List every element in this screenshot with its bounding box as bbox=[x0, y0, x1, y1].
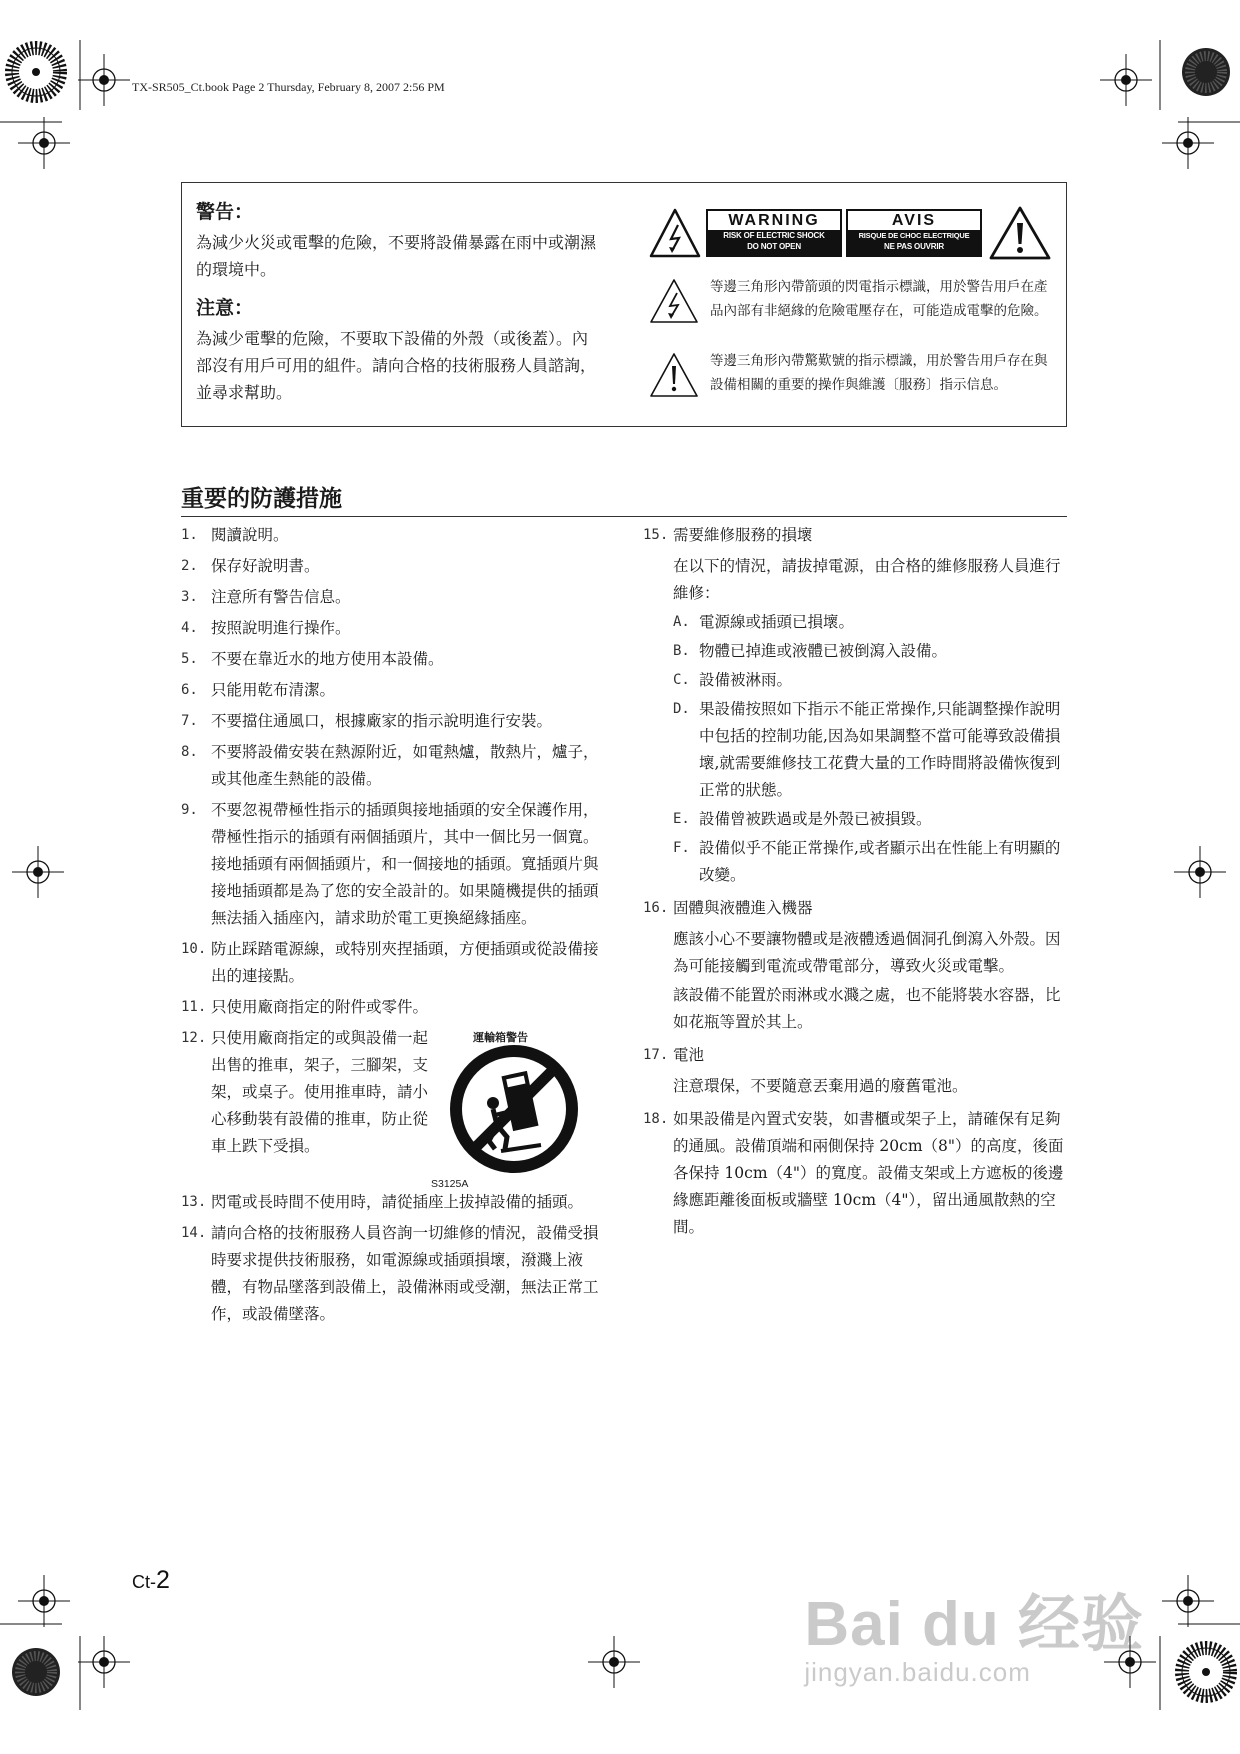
warning-sign-row bbox=[648, 205, 1058, 263]
sub-item bbox=[673, 696, 1067, 804]
sub-text: 設備被淋雨。 bbox=[699, 671, 793, 689]
warning-label-sub2: DO NOT OPEN bbox=[747, 242, 801, 251]
item-text: 不要忽視帶極性指示的插頭與接地插頭的安全保護作用，帶極性指示的插頭有兩個插頭片，其中一個比另一個寬。接地插頭有兩個插頭片，和一個接地的插頭。寬插頭片與接地插頭都是為了您的安全設計的。如果隨機提供的插頭無法插入插座內，請求助於電工更換絕緣插座。 bbox=[211, 801, 599, 927]
item-number: 13. bbox=[181, 1194, 207, 1210]
warning-label-title: WARNING bbox=[708, 211, 840, 230]
list-item-15 bbox=[643, 522, 1067, 549]
item-text: 只能用乾布清潔。 bbox=[211, 681, 336, 699]
sub-letter: B. bbox=[673, 643, 690, 659]
sub-text: 物體已掉進或液體已被倒瀉入設備。 bbox=[699, 642, 948, 660]
item-number: 5. bbox=[181, 651, 198, 667]
item-number: 14. bbox=[181, 1225, 207, 1241]
item-text: 請向合格的技術服務人員咨詢一切維修的情況，設備受損時要求提供技術服務，如電源線或插頭損壞，潑濺上液體，有物品墜落到設備上，設備淋雨或受潮，無法正常工作，或設備墜落。 bbox=[211, 1224, 599, 1323]
sub-item bbox=[673, 806, 1067, 833]
item-text: 只使用廠商指定的附件或零件。 bbox=[211, 998, 429, 1016]
item-text: 注意所有警告信息。 bbox=[211, 588, 351, 606]
item-paragraph: 注意環保，不要隨意丟棄用過的廢舊電池。 bbox=[673, 1077, 968, 1095]
list-item bbox=[181, 1189, 601, 1216]
sub-letter: E. bbox=[673, 811, 690, 827]
list-item bbox=[181, 994, 601, 1021]
baidu-watermark bbox=[804, 1574, 1144, 1688]
item-number: 8. bbox=[181, 744, 198, 760]
item-paragraph: 在以下的情況，請拔掉電源，由合格的維修服務人員進行維修： bbox=[673, 557, 1061, 602]
item-text: 閃電或長時間不使用時，請從插座上拔掉設備的插頭。 bbox=[211, 1193, 584, 1211]
list-item bbox=[181, 797, 601, 932]
item-number: 10. bbox=[181, 941, 207, 957]
cart-figure-caption: 運輸箱警告 bbox=[473, 1032, 528, 1044]
list-item bbox=[181, 708, 601, 735]
item-number: 18. bbox=[643, 1111, 669, 1127]
page-number-value: 2 bbox=[156, 1566, 170, 1594]
list-item bbox=[181, 615, 601, 642]
item-number: 11. bbox=[181, 999, 207, 1015]
item-text: 不要在靠近水的地方使用本設備。 bbox=[211, 650, 444, 668]
item-number: 9. bbox=[181, 802, 198, 818]
list-item bbox=[181, 936, 601, 990]
avis-label-sub2: NE PAS OUVRIR bbox=[884, 242, 944, 251]
item-number: 2. bbox=[181, 558, 198, 574]
cart-figure-code: S3125A bbox=[431, 1178, 469, 1190]
item-number: 17. bbox=[643, 1047, 669, 1063]
list-item bbox=[181, 677, 601, 704]
avis-label-sub1: RISQUE DE CHOC ELECTRIQUE bbox=[858, 231, 970, 240]
item-number: 15. bbox=[643, 527, 669, 543]
lightning-explanation-text: 等邊三角形內帶箭頭的閃電指示標識，用於警告用戶在產品內部有非絕緣的危險電壓存在，可能造成電擊的危險。 bbox=[710, 279, 1048, 319]
sub-item bbox=[673, 638, 1067, 665]
list-item-cart bbox=[181, 1025, 601, 1190]
lightning-triangle-icon bbox=[648, 207, 702, 259]
left-column bbox=[181, 522, 601, 1332]
caution-heading: 注意： bbox=[196, 297, 254, 319]
item-text: 不要擋住通風口，根據廠家的指示說明進行安裝。 bbox=[211, 712, 553, 730]
sub-letter: D. bbox=[673, 701, 690, 717]
sub-text: 電源線或插頭已損壞。 bbox=[699, 613, 855, 631]
warning-text-column bbox=[196, 199, 596, 418]
list-item bbox=[181, 1220, 601, 1328]
item-text: 只使用廠商指定的或與設備一起出售的推車，架子，三腳架，支架，或桌子。使用推車時，請小心移動裝有設備的推車，防止從車上跌下受損。 bbox=[211, 1029, 429, 1155]
item-title: 固體與液體進入機器 bbox=[673, 899, 813, 917]
item-title: 需要維修服務的損壞 bbox=[673, 526, 813, 544]
sub-letter: C. bbox=[673, 672, 690, 688]
watermark-sub: jingyan.baidu.com bbox=[804, 1657, 1031, 1687]
warning-heading: 警告： bbox=[196, 201, 254, 223]
list-item bbox=[181, 739, 601, 793]
sub-letter: A. bbox=[673, 614, 690, 630]
sub-letter: F. bbox=[673, 840, 690, 856]
sub-item bbox=[673, 609, 1067, 636]
item-paragraph: 該設備不能置於雨淋或水濺之處，也不能將裝水容器，比如花瓶等置於其上。 bbox=[673, 986, 1061, 1031]
section-title: 重要的防護措施 bbox=[181, 486, 342, 512]
avis-label bbox=[846, 209, 982, 257]
list-item bbox=[181, 646, 601, 673]
watermark-main: Bai du 经验 bbox=[804, 1590, 1144, 1659]
item-text: 按照說明進行操作。 bbox=[211, 619, 351, 637]
cart-tipover-icon bbox=[445, 1045, 583, 1173]
item-title: 電池 bbox=[673, 1046, 705, 1064]
item-text: 如果設備是內置式安裝，如書櫃或架子上，請確保有足夠的通風。設備頂端和兩側保持 20cm（8"）的高度，後面各保持 10cm（4"）的寬度。設備支架或上方遮板的後邊緣應距離後面板或牆壁 10cm（4"），留出通風散熱的空間。 bbox=[673, 1110, 1064, 1236]
exclamation-explanation bbox=[648, 351, 1058, 421]
list-item bbox=[181, 584, 601, 611]
item-number: 12. bbox=[181, 1030, 207, 1046]
list-item bbox=[181, 553, 601, 580]
warning-text: 為減少火災或電擊的危險，不要將設備暴露在雨中或潮濕的環境中。 bbox=[196, 233, 597, 279]
item-number: 3. bbox=[181, 589, 198, 605]
item-number: 6. bbox=[181, 682, 198, 698]
list-item-17 bbox=[643, 1042, 1067, 1069]
item-number: 16. bbox=[643, 900, 669, 916]
section-rule bbox=[181, 516, 1067, 517]
cart-warning-figure bbox=[431, 1025, 591, 1190]
warning-label bbox=[706, 209, 842, 257]
exclamation-explanation-text: 等邊三角形內帶驚歎號的指示標識，用於警告用戶存在與設備相關的重要的操作與維護〔服務〕指示信息。 bbox=[710, 353, 1048, 393]
item-number: 7. bbox=[181, 713, 198, 729]
caution-text: 為減少電擊的危險，不要取下設備的外殼（或後蓋）。內部沒有用戶可用的組件。請向合格的技術服務人員諮詢，並尋求幫助。 bbox=[196, 329, 597, 402]
sub-item bbox=[673, 835, 1067, 889]
warning-box bbox=[181, 182, 1067, 427]
page-number bbox=[132, 1566, 170, 1595]
warning-label-sub1: RISK OF ELECTRIC SHOCK bbox=[723, 231, 825, 240]
item-paragraph: 應該小心不要讓物體或是液體透過個洞孔倒瀉入外殼。因為可能接觸到電流或帶電部分，導致火災或電擊。 bbox=[673, 930, 1061, 975]
right-column bbox=[643, 522, 1067, 1245]
sub-text: 設備曾被跌過或是外殼已被損毀。 bbox=[699, 810, 932, 828]
exclamation-triangle-icon bbox=[988, 205, 1052, 261]
list-item-16 bbox=[643, 895, 1067, 922]
lightning-small-icon bbox=[648, 277, 700, 325]
item-text: 保存好說明書。 bbox=[211, 557, 320, 575]
item-text: 防止踩踏電源線，或特別夾捏插頭，方便插頭或從設備接出的連接點。 bbox=[211, 940, 599, 985]
item-text: 不要將設備安裝在熱源附近，如電熱爐，散熱片，爐子，或其他產生熱能的設備。 bbox=[211, 743, 599, 788]
item-text: 閱讀說明。 bbox=[211, 526, 289, 544]
list-item-18 bbox=[643, 1106, 1067, 1241]
list-item bbox=[181, 522, 601, 549]
avis-label-title: AVIS bbox=[848, 211, 980, 230]
lightning-explanation bbox=[648, 277, 1058, 347]
sub-text: 設備似乎不能正常操作,或者顯示出在性能上有明顯的改變。 bbox=[699, 839, 1061, 884]
print-header: TX-SR505_Ct.book Page 2 Thursday, February 8, 2007 2:56 PM bbox=[132, 80, 445, 94]
item-number: 1. bbox=[181, 527, 198, 543]
page-number-prefix: Ct- bbox=[132, 1572, 156, 1592]
sub-text: 果設備按照如下指示不能正常操作,只能調整操作說明中包括的控制功能,因為如果調整不當可能導致設備損壞,就需要維修技工花費大量的工作時間將設備恢復到正常的狀態。 bbox=[699, 700, 1061, 799]
item-number: 4. bbox=[181, 620, 198, 636]
exclamation-small-icon bbox=[648, 351, 700, 399]
sub-item bbox=[673, 667, 1067, 694]
